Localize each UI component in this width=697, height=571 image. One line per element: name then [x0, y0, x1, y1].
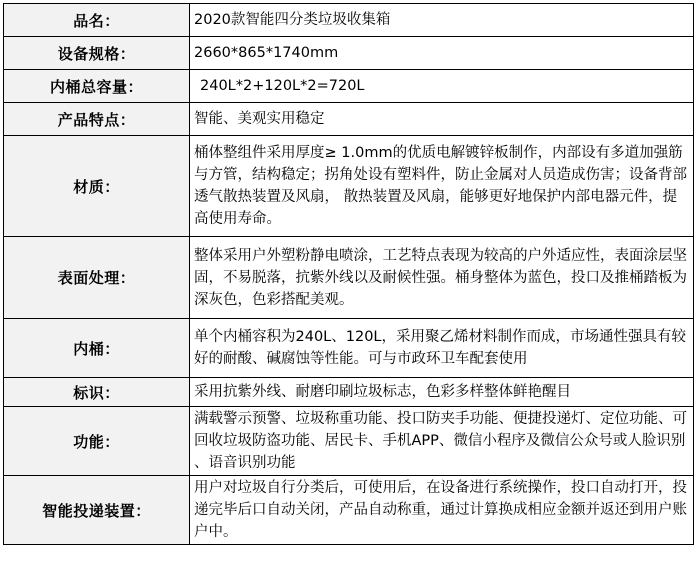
spec-label-capacity: 内桶总容量：: [4, 70, 190, 103]
spec-value-smart-delivery: 用户对垃圾自行分类后，可使用后，在设备进行系统操作，投口自动打开，投递完毕后口自动关闭，产品自动称重，通过计算换成相应金额并返还到用户账户中。: [190, 476, 694, 545]
spec-label-marking: 标识：: [4, 378, 190, 407]
spec-label-surface: 表面处理：: [4, 237, 190, 319]
spec-label-name: 品名：: [4, 4, 190, 37]
spec-value-material: 桶体整组件采用厚度≥ 1.0mm的优质电解镀锌板制作，内部设有多道加强筋与方管，结构稳定；拐角处设有塑料件，防止金属对人员造成伤害；设备背部透气散热装置及风扇， 散热装置及风扇，能够更好地保护内部电器元件，提高使用寿命。: [190, 136, 694, 237]
spec-value-name: 2020款智能四分类垃圾收集箱: [190, 4, 694, 37]
spec-value-capacity: 240L*2+120L*2=720L: [190, 70, 694, 103]
spec-row-marking: [4, 378, 694, 407]
spec-row-inner-bin: [4, 319, 694, 378]
spec-value-dimensions: 2660*865*1740mm: [190, 37, 694, 70]
spec-value-functions: 满载警示预警、垃圾称重功能、投口防夹手功能、便捷投递灯、定位功能、可回收垃圾防盗功能、居民卡、手机APP、微信小程序及微信公众号或人脸识别 、语音识别功能: [190, 407, 694, 476]
spec-value-inner-bin: 单个内桶容积为240L、120L，采用聚乙烯材料制作而成，市场通性强具有较好的耐酸、碱腐蚀等性能。可与市政环卫车配套使用: [190, 319, 694, 378]
spec-label-material: 材质：: [4, 136, 190, 237]
spec-row-features: [4, 103, 694, 136]
spec-row-smart-delivery: [4, 476, 694, 545]
spec-row-capacity: [4, 70, 694, 103]
spec-row-material: [4, 136, 694, 237]
spec-row-functions: [4, 407, 694, 476]
spec-row-surface: [4, 237, 694, 319]
spec-value-marking: 采用抗紫外线、耐磨印刷垃圾标志，色彩多样整体鲜艳醒目: [190, 378, 694, 407]
spec-row-dimensions: [4, 37, 694, 70]
product-spec-table: [3, 3, 694, 545]
spec-label-functions: 功能：: [4, 407, 190, 476]
spec-row-name: [4, 4, 694, 37]
spec-value-features: 智能、美观实用稳定: [190, 103, 694, 136]
spec-value-surface: 整体采用户外塑粉静电喷涂，工艺特点表现为较高的户外适应性，表面涂层坚固，不易脱落，抗紫外线以及耐候性强。桶身整体为蓝色，投口及推桶踏板为深灰色，色彩搭配美观。: [190, 237, 694, 319]
spec-label-features: 产品特点：: [4, 103, 190, 136]
spec-label-inner-bin: 内桶：: [4, 319, 190, 378]
spec-label-dimensions: 设备规格：: [4, 37, 190, 70]
spec-label-smart-delivery: 智能投递装置：: [4, 476, 190, 545]
